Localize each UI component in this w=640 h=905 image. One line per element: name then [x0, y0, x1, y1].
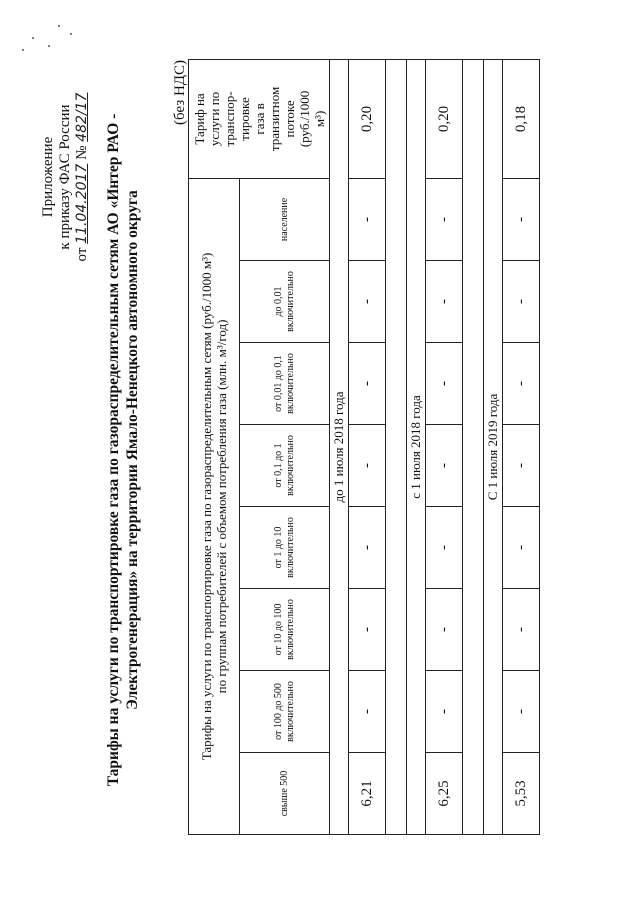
- table-cell: -: [426, 261, 463, 343]
- document-title: [104, 35, 142, 865]
- period-label: с 1 июля 2018 года: [407, 59, 426, 834]
- table-row: [349, 59, 386, 834]
- table-cell: -: [349, 261, 386, 343]
- appendix-block: [40, 77, 91, 277]
- transit-header-line: (руб./1000: [296, 90, 312, 148]
- column-header: от 0,1 до 1 включительно: [240, 425, 330, 507]
- appendix-line3: [74, 77, 91, 277]
- tariff-table: [188, 59, 540, 835]
- column-header: от 1 до 10 включительно: [240, 507, 330, 589]
- number-prefix: №: [74, 145, 90, 160]
- transit-header-line: транзитном: [266, 86, 282, 152]
- table-row: [426, 59, 463, 834]
- transit-header-line: м³): [311, 110, 327, 128]
- table-cell: -: [349, 589, 386, 671]
- transit-header-line: Тариф на: [191, 93, 207, 145]
- table-cell: -: [426, 343, 463, 425]
- transit-header-line: газа в: [251, 103, 267, 135]
- table-cell: -: [503, 261, 540, 343]
- title-line2: Электрогенерация» на территории Ямало-Ненецкого автономного округа: [124, 190, 141, 710]
- table-cell: -: [426, 178, 463, 260]
- group-header-line2: по группам потребителей с объемом потребления газа (млн. м³/год): [214, 319, 229, 694]
- table-cell: -: [349, 671, 386, 753]
- transit-header-line: тировке: [236, 97, 252, 141]
- title-line1: Тарифы на услуги по транспортировке газа по газораспределительным сетям АО «Интер РАО -: [105, 113, 122, 787]
- vat-note: (без НДС): [172, 59, 188, 125]
- table-cell: -: [503, 425, 540, 507]
- transit-header: [189, 59, 330, 178]
- table-cell: 6,25: [426, 753, 463, 835]
- period-label: С 1 июля 2019 года: [484, 59, 503, 834]
- table-cell: -: [349, 425, 386, 507]
- table-cell: -: [349, 343, 386, 425]
- table-cell: 0,20: [426, 59, 463, 178]
- table-cell: -: [503, 671, 540, 753]
- table-cell: -: [349, 507, 386, 589]
- date-prefix: от: [74, 247, 90, 262]
- table-cell: 6,21: [349, 753, 386, 835]
- column-header: население: [240, 178, 330, 260]
- group-header-line1: Тарифы на услуги по транспортировке газа по газораспределительным сетям (руб./1000 м³): [199, 252, 214, 761]
- appendix-line1: Приложение: [40, 136, 56, 218]
- transit-header-line: услуги по: [206, 91, 222, 147]
- column-header: до 0,01 включительно: [240, 261, 330, 343]
- table-cell: 0,18: [503, 59, 540, 178]
- column-header: от 100 до 500 включительно: [240, 671, 330, 753]
- table-row: [503, 59, 540, 834]
- table-cell: 5,53: [503, 753, 540, 835]
- table-cell: -: [426, 425, 463, 507]
- table-cell: -: [349, 178, 386, 260]
- spacer-row: [386, 59, 407, 834]
- column-header: от 0,01 до 0,1 включительно: [240, 343, 330, 425]
- appendix-line2: к приказу ФАС России: [57, 104, 73, 250]
- table-cell: -: [426, 671, 463, 753]
- column-header: свыше 500: [240, 753, 330, 835]
- table-cell: -: [503, 343, 540, 425]
- table-cell: -: [426, 507, 463, 589]
- table-cell: -: [426, 589, 463, 671]
- handwritten-date: 11.04.2017: [74, 163, 90, 244]
- group-header: [189, 178, 240, 834]
- transit-header-line: потоке: [281, 100, 297, 138]
- period-label: до 1 июля 2018 года: [330, 59, 349, 834]
- table-cell: -: [503, 589, 540, 671]
- column-header: от 10 до 100 включительно: [240, 589, 330, 671]
- table-cell: -: [503, 507, 540, 589]
- transit-header-line: транспор-: [221, 91, 237, 147]
- table-cell: 0,20: [349, 59, 386, 178]
- table-cell: -: [503, 178, 540, 260]
- spacer-row: [463, 59, 484, 834]
- scan-specks: [18, 7, 78, 57]
- handwritten-number: 482/17: [74, 92, 90, 142]
